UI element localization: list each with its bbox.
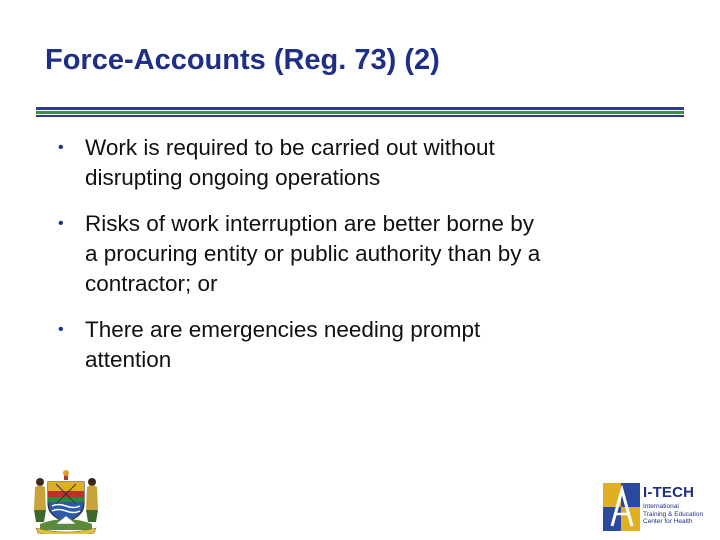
i-tech-subtitle	[643, 503, 713, 526]
i-tech-subtitle-line: Center for Health	[643, 518, 693, 525]
i-tech-logo	[602, 482, 714, 534]
i-tech-subtitle-line: Training & Education	[643, 510, 704, 518]
bullet-marker: •	[58, 215, 64, 232]
bullet-list	[58, 133, 678, 391]
bullet-marker: •	[58, 139, 64, 156]
bullet-line: There are emergencies needing prompt	[85, 317, 481, 342]
bullet-line: Risks of work interruption are better borne by	[85, 211, 534, 236]
bullet-item-2	[58, 209, 678, 299]
bullet-item-3	[58, 315, 678, 375]
bullet-line: a procuring entity or public authority than by a	[85, 241, 541, 266]
bullet-line: disrupting ongoing operations	[85, 165, 381, 190]
i-tech-logo-icon	[602, 482, 642, 532]
i-tech-name: I-TECH	[643, 484, 695, 501]
slide-title: Force-Accounts (Reg. 73) (2)	[45, 44, 440, 76]
coat-of-arms-emblem-icon	[26, 470, 106, 534]
bullet-marker: •	[58, 321, 64, 338]
title-underline-blue-top	[36, 107, 684, 110]
title-underline-blue-bottom	[36, 115, 684, 117]
bullet-line: attention	[85, 347, 172, 372]
bullet-item-1	[58, 133, 678, 193]
bullet-line: Work is required to be carried out without	[85, 135, 495, 160]
bullet-line: contractor; or	[85, 271, 218, 296]
i-tech-subtitle-line: International	[643, 503, 679, 510]
title-underline-green	[36, 111, 684, 114]
